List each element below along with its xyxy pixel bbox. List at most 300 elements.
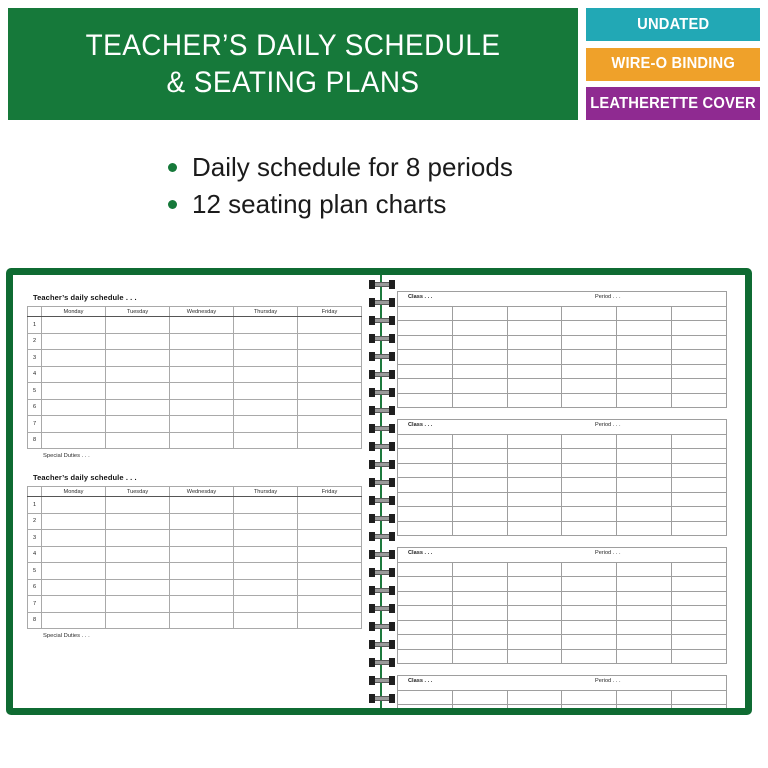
seat-cell[interactable] [672, 335, 727, 350]
seat-cell[interactable] [672, 393, 727, 408]
table-row [398, 364, 727, 379]
table-row [398, 393, 727, 408]
schedule-entry-cell[interactable] [106, 366, 170, 383]
title-banner [8, 8, 578, 120]
seat-cell[interactable] [398, 321, 453, 336]
seat-cell[interactable] [672, 591, 727, 606]
seat-cell[interactable] [562, 690, 617, 705]
seat-cell[interactable] [617, 492, 672, 507]
schedule-entry-cell[interactable] [42, 612, 106, 629]
seat-cell[interactable] [617, 463, 672, 478]
schedule-entry-cell[interactable] [42, 366, 106, 383]
seat-cell[interactable] [452, 649, 507, 664]
schedule-entry-cell[interactable] [106, 432, 170, 449]
table-row [28, 596, 362, 613]
column-header-tuesday: Tuesday [106, 307, 170, 317]
seat-cell[interactable] [617, 507, 672, 522]
seat-cell[interactable] [617, 306, 672, 321]
seat-cell[interactable] [398, 306, 453, 321]
badge-leatherette-cover-label: LEATHERETTE COVER [590, 94, 756, 112]
seat-cell[interactable] [452, 379, 507, 394]
seat-cell[interactable] [672, 507, 727, 522]
seat-cell[interactable] [672, 606, 727, 621]
schedule-entry-cell[interactable] [106, 333, 170, 350]
schedule-entry-cell[interactable] [298, 546, 362, 563]
table-row [398, 635, 727, 650]
page-title-line-1: TEACHER’S DAILY SCHEDULE [85, 28, 501, 62]
schedule-entry-cell[interactable] [298, 399, 362, 416]
seat-cell[interactable] [562, 478, 617, 493]
table-row [28, 317, 362, 334]
schedule-entry-cell[interactable] [234, 563, 298, 580]
period-number-header [28, 487, 42, 497]
schedule-entry-cell[interactable] [42, 579, 106, 596]
seat-cell[interactable] [507, 606, 562, 621]
seat-cell[interactable] [672, 649, 727, 664]
seat-cell[interactable] [398, 335, 453, 350]
schedule-entry-cell[interactable] [298, 612, 362, 629]
seat-cell[interactable] [507, 521, 562, 536]
schedule-entry-cell[interactable] [170, 399, 234, 416]
seat-cell[interactable] [398, 606, 453, 621]
schedule-entry-cell[interactable] [170, 416, 234, 433]
seat-cell[interactable] [562, 705, 617, 716]
daily-schedule-block [27, 293, 369, 459]
feature-label: 12 seating plan charts [192, 188, 447, 219]
table-row [398, 620, 727, 635]
period-number-cell: 6 [28, 579, 42, 596]
schedule-entry-cell[interactable] [170, 546, 234, 563]
feature-list [168, 152, 668, 225]
schedule-entry-cell[interactable] [106, 416, 170, 433]
table-row [28, 350, 362, 367]
period-number-cell: 5 [28, 563, 42, 580]
bullet-icon [168, 163, 177, 172]
schedule-entry-cell[interactable] [42, 399, 106, 416]
seat-cell[interactable] [398, 492, 453, 507]
seat-cell[interactable] [507, 335, 562, 350]
seat-cell[interactable] [672, 492, 727, 507]
seat-cell[interactable] [507, 591, 562, 606]
schedule-entry-cell[interactable] [170, 596, 234, 613]
seating-chart-header-row [398, 420, 727, 435]
schedule-entry-cell[interactable] [106, 563, 170, 580]
header-area [0, 0, 768, 128]
schedule-entry-cell[interactable] [298, 530, 362, 547]
schedule-entry-cell[interactable] [298, 513, 362, 530]
schedule-entry-cell[interactable] [170, 530, 234, 547]
table-header-row [28, 307, 362, 317]
seat-cell[interactable] [562, 449, 617, 464]
schedule-entry-cell[interactable] [170, 333, 234, 350]
seat-cell[interactable] [562, 306, 617, 321]
seating-chart-table [397, 291, 727, 408]
seat-cell[interactable] [617, 335, 672, 350]
column-header-tuesday: Tuesday [106, 487, 170, 497]
seating-plan-chart [397, 675, 733, 715]
seat-cell[interactable] [672, 478, 727, 493]
schedule-entry-cell[interactable] [234, 513, 298, 530]
schedule-entry-cell[interactable] [170, 432, 234, 449]
schedule-entry-cell[interactable] [234, 383, 298, 400]
seat-cell[interactable] [617, 449, 672, 464]
seat-cell[interactable] [452, 321, 507, 336]
schedule-entry-cell[interactable] [234, 366, 298, 383]
seat-cell[interactable] [672, 690, 727, 705]
schedule-entry-cell[interactable] [106, 399, 170, 416]
seat-cell[interactable] [507, 577, 562, 592]
schedule-entry-cell[interactable] [170, 612, 234, 629]
seat-cell[interactable] [562, 606, 617, 621]
seat-cell[interactable] [617, 577, 672, 592]
seat-cell[interactable] [452, 562, 507, 577]
table-row [398, 577, 727, 592]
schedule-entry-cell[interactable] [234, 317, 298, 334]
seat-cell[interactable] [672, 434, 727, 449]
schedule-entry-cell[interactable] [42, 563, 106, 580]
seat-cell[interactable] [452, 606, 507, 621]
seating-chart-table [397, 675, 727, 715]
schedule-entry-cell[interactable] [42, 546, 106, 563]
table-row [28, 530, 362, 547]
schedule-entry-cell[interactable] [298, 596, 362, 613]
seat-cell[interactable] [507, 449, 562, 464]
schedule-entry-cell[interactable] [106, 383, 170, 400]
schedule-entry-cell[interactable] [298, 333, 362, 350]
seat-cell[interactable] [398, 649, 453, 664]
table-row [398, 591, 727, 606]
schedule-entry-cell[interactable] [298, 432, 362, 449]
seat-cell[interactable] [617, 635, 672, 650]
schedule-entry-cell[interactable] [234, 579, 298, 596]
seat-cell[interactable] [398, 521, 453, 536]
seat-cell[interactable] [617, 321, 672, 336]
table-row [28, 333, 362, 350]
seat-cell[interactable] [452, 705, 507, 716]
schedule-entry-cell[interactable] [234, 416, 298, 433]
seat-cell[interactable] [617, 478, 672, 493]
seat-cell[interactable] [507, 321, 562, 336]
table-row [398, 705, 727, 716]
seating-chart-header-row [398, 292, 727, 307]
schedule-entry-cell[interactable] [42, 350, 106, 367]
seat-cell[interactable] [452, 521, 507, 536]
schedule-entry-cell[interactable] [170, 350, 234, 367]
feature-label: Daily schedule for 8 periods [192, 152, 513, 182]
seat-cell[interactable] [562, 521, 617, 536]
seat-cell[interactable] [452, 492, 507, 507]
seat-cell[interactable] [507, 478, 562, 493]
seat-cell[interactable] [452, 507, 507, 522]
schedule-entry-cell[interactable] [298, 497, 362, 514]
schedule-entry-cell[interactable] [106, 497, 170, 514]
schedule-entry-cell[interactable] [170, 513, 234, 530]
schedule-title: Teacher’s daily schedule . . . [33, 293, 137, 302]
seat-cell[interactable] [507, 350, 562, 365]
seat-cell[interactable] [672, 379, 727, 394]
schedule-entry-cell[interactable] [106, 579, 170, 596]
badge-undated-label: UNDATED [636, 15, 710, 33]
period-number-cell: 3 [28, 530, 42, 547]
schedule-entry-cell[interactable] [42, 530, 106, 547]
seat-cell[interactable] [398, 463, 453, 478]
seat-cell[interactable] [507, 507, 562, 522]
seat-cell[interactable] [562, 649, 617, 664]
schedule-entry-cell[interactable] [234, 333, 298, 350]
schedule-entry-cell[interactable] [234, 596, 298, 613]
column-header-wednesday: Wednesday [170, 487, 234, 497]
seating-chart-header-cell [398, 292, 727, 307]
seat-cell[interactable] [452, 350, 507, 365]
schedule-entry-cell[interactable] [170, 366, 234, 383]
special-duties-label: Special Duties . . . [43, 453, 90, 459]
table-row [398, 434, 727, 449]
schedule-entry-cell[interactable] [234, 432, 298, 449]
seat-cell[interactable] [562, 492, 617, 507]
seat-cell[interactable] [617, 393, 672, 408]
period-number-cell: 1 [28, 497, 42, 514]
seat-cell[interactable] [617, 379, 672, 394]
seat-cell[interactable] [672, 321, 727, 336]
schedule-entry-cell[interactable] [106, 596, 170, 613]
table-row [398, 335, 727, 350]
period-number-cell: 8 [28, 432, 42, 449]
column-header-wednesday: Wednesday [170, 307, 234, 317]
table-row [398, 478, 727, 493]
schedule-entry-cell[interactable] [298, 579, 362, 596]
schedule-entry-cell[interactable] [298, 383, 362, 400]
seat-cell[interactable] [398, 364, 453, 379]
schedule-title: Teacher’s daily schedule . . . [33, 473, 137, 482]
seat-cell[interactable] [398, 690, 453, 705]
seat-cell[interactable] [672, 562, 727, 577]
seat-cell[interactable] [398, 591, 453, 606]
seat-cell[interactable] [562, 507, 617, 522]
seat-cell[interactable] [398, 507, 453, 522]
seat-cell[interactable] [672, 705, 727, 716]
seat-cell[interactable] [562, 379, 617, 394]
page-gutter [380, 275, 382, 708]
schedule-table [27, 486, 362, 629]
seat-cell[interactable] [452, 478, 507, 493]
schedule-entry-cell[interactable] [298, 317, 362, 334]
table-row [28, 546, 362, 563]
schedule-table [27, 306, 362, 449]
seat-cell[interactable] [617, 649, 672, 664]
seat-cell[interactable] [452, 620, 507, 635]
schedule-entry-cell[interactable] [234, 546, 298, 563]
seat-cell[interactable] [452, 690, 507, 705]
list-item [168, 152, 668, 183]
schedule-entry-cell[interactable] [234, 612, 298, 629]
schedule-entry-cell[interactable] [106, 612, 170, 629]
seat-cell[interactable] [507, 492, 562, 507]
seat-cell[interactable] [617, 591, 672, 606]
seat-cell[interactable] [617, 364, 672, 379]
badge-wire-o-binding [586, 48, 760, 81]
period-number-cell: 2 [28, 513, 42, 530]
seat-cell[interactable] [507, 379, 562, 394]
seat-cell[interactable] [672, 449, 727, 464]
special-duties-label: Special Duties . . . [43, 633, 90, 639]
schedule-entry-cell[interactable] [298, 563, 362, 580]
seat-cell[interactable] [452, 463, 507, 478]
schedule-entry-cell[interactable] [106, 546, 170, 563]
seat-cell[interactable] [562, 463, 617, 478]
schedule-entry-cell[interactable] [42, 513, 106, 530]
seat-cell[interactable] [398, 379, 453, 394]
seat-cell[interactable] [507, 649, 562, 664]
schedule-entry-cell[interactable] [170, 497, 234, 514]
schedule-entry-cell[interactable] [42, 317, 106, 334]
schedule-entry-cell[interactable] [170, 383, 234, 400]
period-number-cell: 7 [28, 416, 42, 433]
period-number-cell: 5 [28, 383, 42, 400]
seat-cell[interactable] [507, 635, 562, 650]
schedule-entry-cell[interactable] [234, 350, 298, 367]
table-row [398, 562, 727, 577]
seat-cell[interactable] [507, 562, 562, 577]
seat-cell[interactable] [617, 434, 672, 449]
seat-cell[interactable] [452, 449, 507, 464]
schedule-entry-cell[interactable] [42, 432, 106, 449]
schedule-entry-cell[interactable] [170, 317, 234, 334]
schedule-entry-cell[interactable] [170, 579, 234, 596]
seat-cell[interactable] [672, 364, 727, 379]
seat-cell[interactable] [398, 562, 453, 577]
seat-cell[interactable] [617, 690, 672, 705]
seat-cell[interactable] [398, 449, 453, 464]
table-row [398, 350, 727, 365]
seating-plan-chart [397, 291, 733, 408]
table-row [398, 507, 727, 522]
seat-cell[interactable] [507, 690, 562, 705]
schedule-entry-cell[interactable] [42, 333, 106, 350]
seating-plan-chart [397, 547, 733, 664]
list-item [168, 189, 668, 220]
seat-cell[interactable] [617, 350, 672, 365]
seat-cell[interactable] [672, 350, 727, 365]
seat-cell[interactable] [452, 306, 507, 321]
schedule-entry-cell[interactable] [170, 563, 234, 580]
seat-cell[interactable] [617, 705, 672, 716]
seat-cell[interactable] [398, 478, 453, 493]
seat-cell[interactable] [507, 434, 562, 449]
badge-undated [586, 8, 760, 41]
period-number-cell: 4 [28, 366, 42, 383]
seat-cell[interactable] [507, 306, 562, 321]
seat-cell[interactable] [507, 620, 562, 635]
seat-cell[interactable] [562, 321, 617, 336]
seat-cell[interactable] [507, 463, 562, 478]
seat-cell[interactable] [398, 350, 453, 365]
seat-cell[interactable] [507, 393, 562, 408]
seat-cell[interactable] [562, 434, 617, 449]
seat-cell[interactable] [672, 521, 727, 536]
table-row [28, 399, 362, 416]
seat-cell[interactable] [617, 562, 672, 577]
seat-cell[interactable] [452, 393, 507, 408]
period-number-cell: 7 [28, 596, 42, 613]
seat-cell[interactable] [562, 335, 617, 350]
table-row [398, 321, 727, 336]
schedule-entry-cell[interactable] [106, 530, 170, 547]
schedule-entry-cell[interactable] [106, 317, 170, 334]
seat-cell[interactable] [452, 591, 507, 606]
page-title-line-2: & SEATING PLANS [166, 66, 420, 99]
seat-cell[interactable] [398, 434, 453, 449]
schedule-entry-cell[interactable] [42, 383, 106, 400]
table-row [398, 649, 727, 664]
schedule-entry-cell[interactable] [234, 530, 298, 547]
period-label: Period . . . [595, 422, 621, 428]
seat-cell[interactable] [452, 335, 507, 350]
schedule-entry-cell[interactable] [106, 350, 170, 367]
seating-chart-header-cell [398, 676, 727, 691]
period-number-cell: 3 [28, 350, 42, 367]
badge-stack [586, 8, 760, 120]
seat-cell[interactable] [452, 635, 507, 650]
period-number-header [28, 307, 42, 317]
seat-cell[interactable] [672, 635, 727, 650]
seat-cell[interactable] [398, 393, 453, 408]
seat-cell[interactable] [562, 364, 617, 379]
seat-cell[interactable] [562, 393, 617, 408]
table-row [398, 463, 727, 478]
seating-chart-header-row [398, 676, 727, 691]
seat-cell[interactable] [672, 620, 727, 635]
class-label: Class . . . [408, 678, 433, 684]
seat-cell[interactable] [562, 620, 617, 635]
seat-cell[interactable] [452, 364, 507, 379]
seat-cell[interactable] [672, 463, 727, 478]
seat-cell[interactable] [452, 434, 507, 449]
schedule-entry-cell[interactable] [298, 350, 362, 367]
seat-cell[interactable] [398, 635, 453, 650]
seat-cell[interactable] [452, 577, 507, 592]
seat-cell[interactable] [562, 591, 617, 606]
seat-cell[interactable] [398, 705, 453, 716]
schedule-entry-cell[interactable] [106, 513, 170, 530]
seat-cell[interactable] [562, 350, 617, 365]
schedule-entry-cell[interactable] [234, 399, 298, 416]
seat-cell[interactable] [672, 306, 727, 321]
table-row [28, 416, 362, 433]
seat-cell[interactable] [398, 577, 453, 592]
schedule-entry-cell[interactable] [42, 497, 106, 514]
table-row [28, 366, 362, 383]
seat-cell[interactable] [562, 562, 617, 577]
table-row [398, 449, 727, 464]
table-row [28, 432, 362, 449]
seat-cell[interactable] [617, 620, 672, 635]
schedule-entry-cell[interactable] [42, 596, 106, 613]
seat-cell[interactable] [672, 577, 727, 592]
seat-cell[interactable] [562, 577, 617, 592]
seat-cell[interactable] [398, 620, 453, 635]
seat-cell[interactable] [507, 705, 562, 716]
seat-cell[interactable] [507, 364, 562, 379]
seating-chart-table [397, 419, 727, 536]
badge-wire-o-binding-label: WIRE-O BINDING [611, 55, 735, 72]
schedule-entry-cell[interactable] [298, 366, 362, 383]
schedule-entry-cell[interactable] [234, 497, 298, 514]
seat-cell[interactable] [617, 521, 672, 536]
seat-cell[interactable] [617, 606, 672, 621]
schedule-entry-cell[interactable] [42, 416, 106, 433]
seat-cell[interactable] [562, 635, 617, 650]
schedule-entry-cell[interactable] [298, 416, 362, 433]
